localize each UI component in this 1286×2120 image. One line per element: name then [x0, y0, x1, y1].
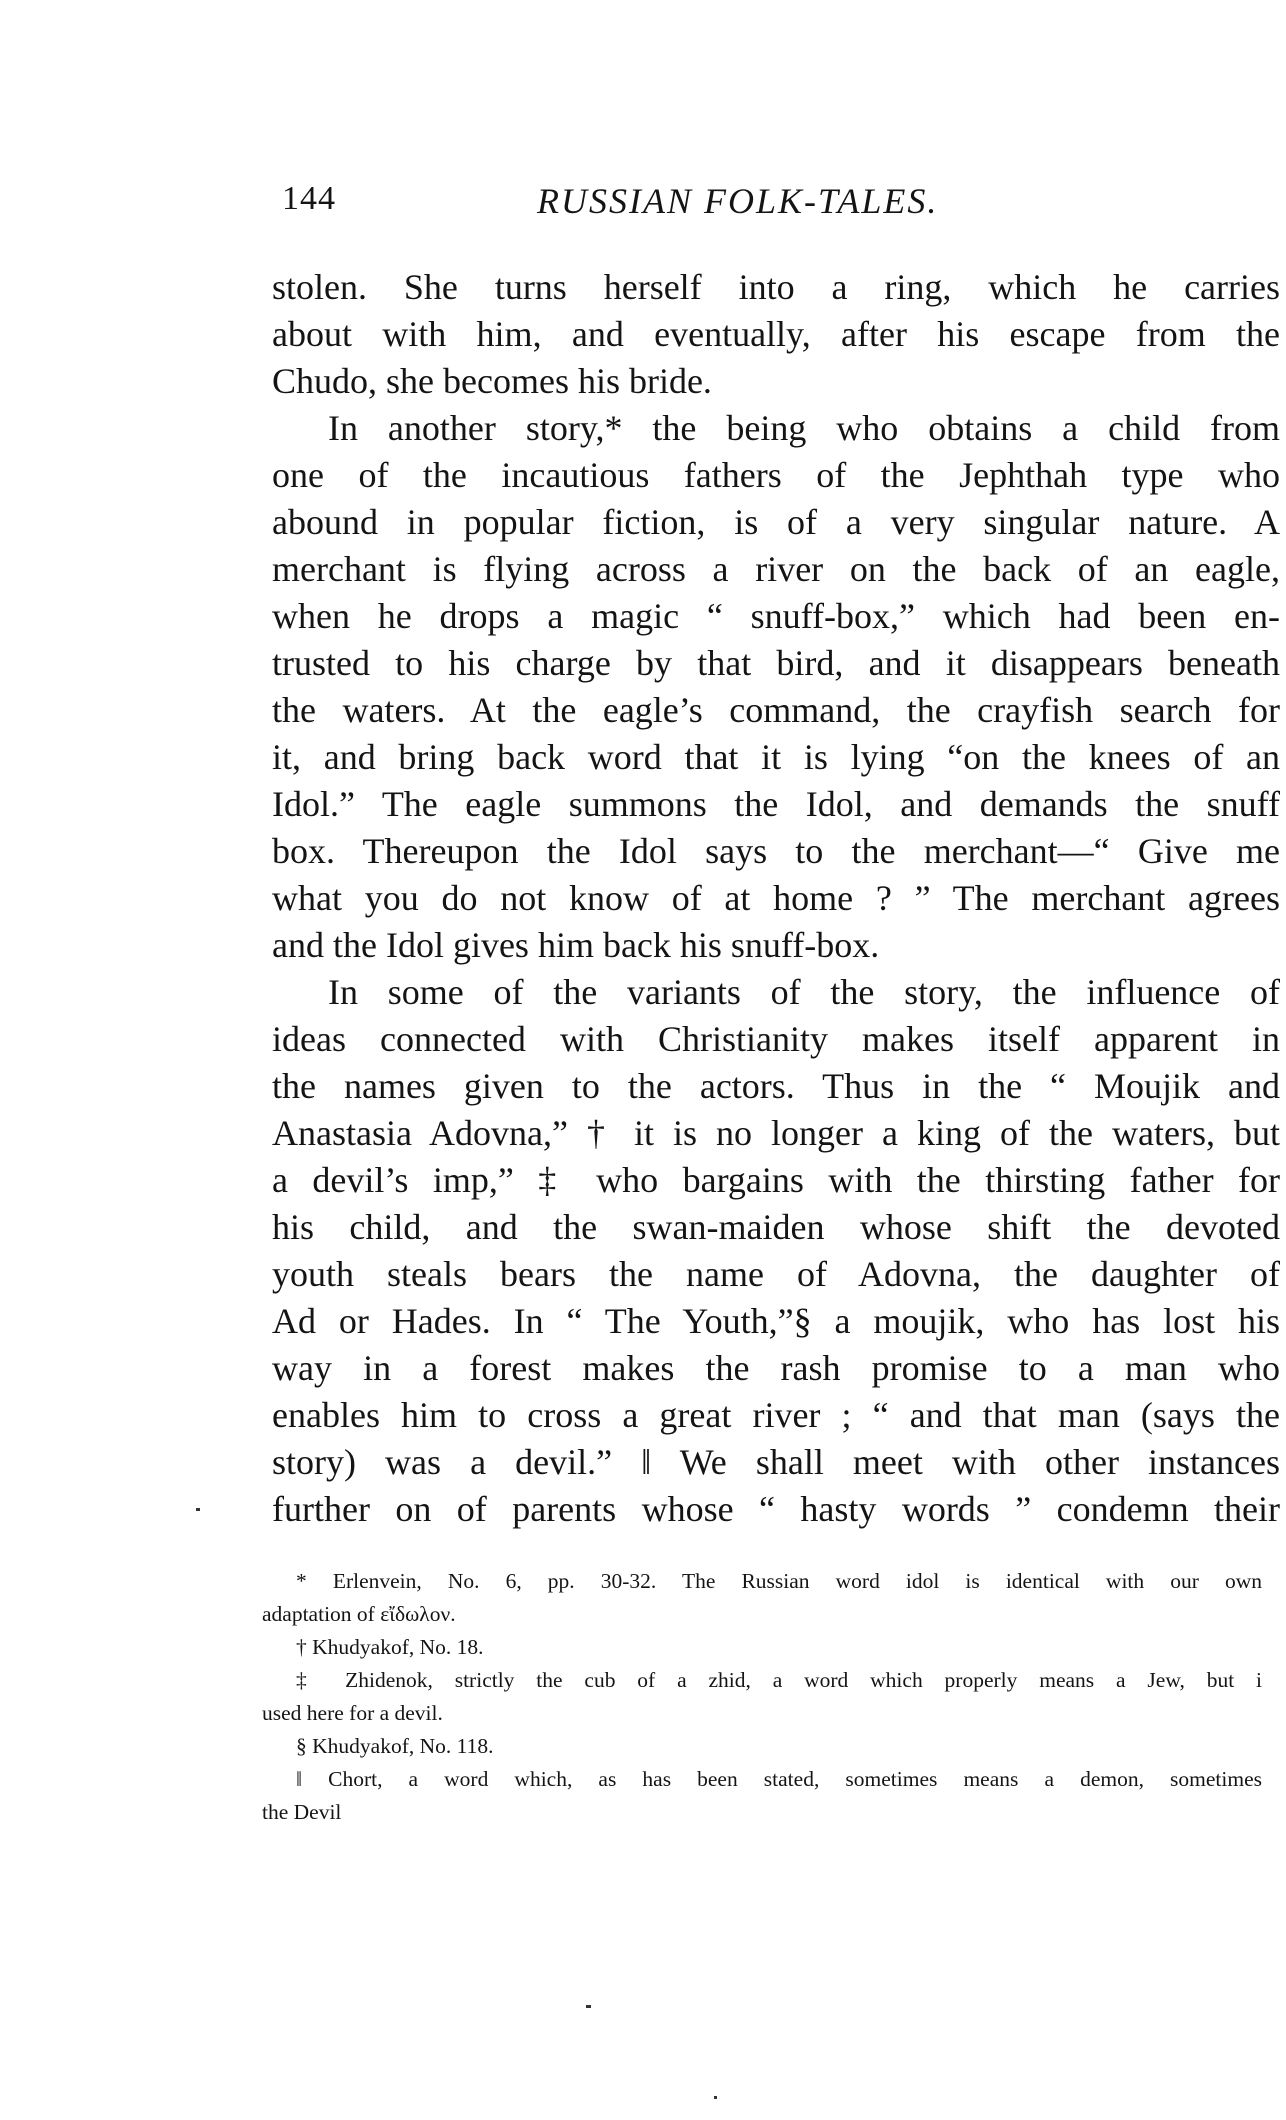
body-line: when he drops a magic “ snuff-box,” which had been en- — [272, 596, 1280, 636]
body-line: abound in popular fiction, is of a very singular nature. A — [272, 502, 1280, 542]
footnote-line: † Khudyakof, No. 18. — [296, 1635, 484, 1659]
body-line: further on of parents whose “ hasty words ” condemn their — [272, 1489, 1280, 1529]
page-number: 144 — [282, 180, 336, 217]
body-line: youth steals bears the name of Adovna, the daughter of — [272, 1254, 1280, 1294]
body-line: the names given to the actors. Thus in the “ Moujik and — [272, 1066, 1280, 1106]
footnote-line: used here for a devil. — [262, 1701, 443, 1725]
body-line: Anastasia Adovna,” † it is no longer a king of the waters, but — [272, 1113, 1280, 1153]
body-line: his child, and the swan-maiden whose shift the devoted — [272, 1207, 1280, 1247]
body-line: In some of the variants of the story, the influence of — [328, 972, 1280, 1012]
body-line: Ad or Hades. In “ The Youth,”§ a moujik, who has lost his — [272, 1301, 1280, 1341]
page-header — [282, 180, 982, 230]
scan-speck — [714, 2096, 717, 2099]
footnote-line: § Khudyakof, No. 118. — [296, 1734, 494, 1758]
body-line: box. Thereupon the Idol says to the merchant—“ Give me — [272, 831, 1280, 871]
body-line: one of the incautious fathers of the Jephthah type who — [272, 455, 1280, 495]
body-line: and the Idol gives him back his snuff-box. — [272, 925, 880, 965]
body-line: it, and bring back word that it is lying “on the knees of an — [272, 737, 1280, 777]
footnote-line: the Devil — [262, 1800, 342, 1824]
body-line: story) was a devil.” ‖ We shall meet with other instances — [272, 1442, 1280, 1482]
body-line: a devil’s imp,” ‡ who bargains with the thirsting father for — [272, 1160, 1280, 1200]
body-line: Chudo, she becomes his bride. — [272, 361, 712, 401]
scan-speck — [196, 1508, 200, 1511]
footnotes — [262, 1565, 1262, 1829]
body-line: merchant is flying across a river on the back of an eagle, — [272, 549, 1280, 589]
scan-speck — [586, 2005, 591, 2008]
body-line: trusted to his charge by that bird, and it disappears beneath — [272, 643, 1280, 683]
body-line: the waters. At the eagle’s command, the crayfish search for — [272, 690, 1280, 730]
body-line: about with him, and eventually, after his escape from the — [272, 314, 1280, 354]
footnote-line: ‡ Zhidenok, strictly the cub of a zhid, a word which properly means a Jew, but i — [296, 1668, 1262, 1692]
body-line: ideas connected with Christianity makes itself apparent in — [272, 1019, 1280, 1059]
body-line: Idol.” The eagle summons the Idol, and demands the snuff — [272, 784, 1280, 824]
body-text — [272, 264, 1280, 1533]
body-line: In another story,* the being who obtains a child from — [328, 408, 1280, 448]
footnote-line: ‖ Chort, a word which, as has been stated, sometimes means a demon, sometimes — [296, 1767, 1262, 1791]
body-line: way in a forest makes the rash promise to a man who — [272, 1348, 1280, 1388]
footnote-line: adaptation of εἴδωλον. — [262, 1602, 456, 1626]
body-line: enables him to cross a great river ; “ and that man (says the — [272, 1395, 1280, 1435]
body-line: stolen. She turns herself into a ring, which he carries — [272, 267, 1280, 307]
footnote-line: * Erlenvein, No. 6, pp. 30-32. The Russian word idol is identical with our own — [296, 1569, 1262, 1593]
body-line: what you do not know of at home ? ” The merchant agrees — [272, 878, 1280, 918]
running-title: RUSSIAN FOLK-TALES. — [537, 181, 939, 221]
